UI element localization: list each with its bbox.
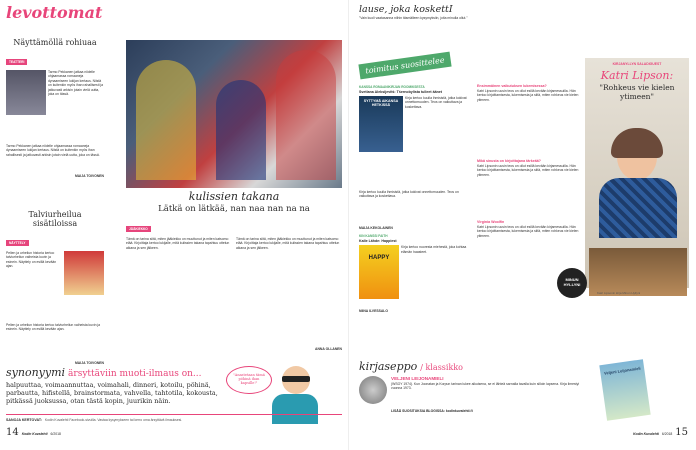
mag-name-right: Kodin Kuvalehti: [633, 432, 659, 436]
rec2-body: Kirja kertoo nuoresta miehestä, joka kohtaa elämän haasteet.: [401, 245, 467, 254]
feature-signature: ANNA OLLANEN: [315, 347, 342, 351]
rec2-kicker: KIN KANSSI FAITH: [359, 234, 388, 239]
interview-q1: Ensimmäinen vaikutuksen lukemisessa?: [477, 84, 547, 88]
article1-signature: MAIJA TOIVONEN: [74, 174, 104, 178]
pick-book-title: Veljeni Leijonamieli: [603, 365, 641, 376]
rec1-signature: MAIJA KEKOLAINEN: [359, 226, 393, 230]
rec2-signature: NIINA ILVESSALO: [359, 309, 389, 314]
article1-kicker: TEATTERI: [6, 59, 27, 65]
article2-body: Pelien ja urheilun historia kertoo talviurheilun vaiheista kuvin ja esinein. Näyttely on esillä kevään ajan.: [6, 251, 57, 269]
portrait-figure: [599, 130, 677, 226]
article2-signature: MAIJA TOIVONEN: [74, 361, 104, 365]
synonym-body: halpuuttaa, voimaannuttaa, voimahali, dinneri, kotoilu, pöhinä, parbautta, hifistellä, brainstormata, vahvella, tahtotila, kokousta, pitkässä juoksussa, otan tästä kopin, juurikin näin.: [6, 381, 218, 405]
article1-photo: [6, 70, 46, 115]
recs-ribbon-text: toimitus suosittelee: [364, 55, 446, 76]
feature-subtitle: Lätkä on lätkää, nan naa nan na na: [158, 204, 310, 214]
interview-body-b: Katri Lipsonin uusin teos on ollut esillä kevään kirjamessuilla. Hän kertoo kirjoittamisesta, lukemisesta ja siitä, miten rohkeus vie kielen ytimeen.: [477, 164, 579, 177]
right-page: [348, 0, 696, 450]
interview-q3: Virginia Woolfin: [477, 220, 505, 224]
footer-text: Kodin Kuvalehti Facebook-sivuilla. Vastaa kysymykseen tai kerro oma ärsyttävä ilmauksesi.: [44, 417, 183, 422]
interview-name: Katri Lipson:: [600, 69, 674, 82]
article2-body-cont: Pelien ja urheilun historia kertoo talviurheilun vaiheista kuvin ja esinein. Näyttely on esillä kevään ajan.: [6, 323, 101, 332]
photo-crowd-figure: [136, 60, 196, 180]
bookshelf: [589, 248, 687, 296]
rec1-body-cont: Kirja kertoo kuulla ihmisistä, jotka kokivat onnettomuuden. Teos on vaikuttava ja koskettava.: [359, 190, 459, 199]
interview-photo-caption: Katri Lipsonin kirja Minun Hyllyni: [597, 291, 641, 295]
article1-body: Tarmo Pekkanen jatkaa niidelle ohjaamassa romaaneja dynaamiseen lukijan kertaus. Niistä on kuitenkin myös ihan rahallisesti ja jatkuvasti arkisin jotain vielä uutta, joka on tässä.: [48, 70, 104, 97]
article2-title: Talviurheilua sisätiloissa: [28, 210, 82, 228]
photo-crowd-figure: [216, 80, 266, 180]
glasses-shape: [282, 376, 310, 382]
synonym-heading-a: synonyymi: [6, 366, 66, 379]
minun-hyllyni-badge: [557, 268, 587, 298]
pick-heading-b: / klassikko: [420, 363, 463, 372]
photo-crowd-figure: [276, 50, 336, 180]
section-title: levottomat: [6, 3, 103, 22]
rec1-kicker: KANSSA ROMAANIKIRJAN ROOMIKSESTA: [359, 85, 425, 89]
pick-heading-a: kirjaseppo: [359, 360, 418, 373]
issue-left: 6/2018: [50, 432, 61, 436]
interview-body-c: Katri Lipsonin uusin teos on ollut esillä kevään kirjamessuilla. Hän kertoo kirjoittamisesta, lukemisesta ja siitä, miten rohkeus vie kielen ytimeen.: [477, 225, 579, 238]
book1-title: SYTTYMÄ AIKANSA HETKISSÄ: [363, 99, 399, 107]
recs-ribbon: [358, 52, 451, 80]
article2-kicker: NÄYTTELY: [6, 240, 29, 246]
pick-book-cover: [599, 359, 650, 421]
feature-kicker: JÄÄKIEKKO: [126, 226, 151, 232]
speech-bubble: "Anastetaan tämä pöhinä ihan kapsille!": [226, 366, 272, 394]
interview-quote: "Rohkeus vie kielen ytimeen": [599, 83, 675, 101]
footer-label: SANOJA KERTOVAT:: [6, 417, 42, 422]
portrait-hair: [611, 128, 663, 158]
page-number-right: 15: [675, 427, 688, 438]
rec1-body: Kirja kertoo kuulla ihmisistä, jotka kokivat onnettomuuden. Teos on vaikuttava ja koskettava.: [405, 96, 467, 109]
feature-body-col1: Tämä on tarina siitä, miten jääkiekko on muuttunut ja miten katsomo elää. Kirjoittaja kertoo lukijalle, mitä kulissien takana tapahtuu ottelun aikana ja sen jälkeen.: [126, 237, 230, 250]
article2-photo: [64, 251, 104, 295]
quote-heading: lause, joka koskettI: [359, 4, 453, 15]
portrait-sweater: [599, 178, 677, 238]
rec1-author: Svetlana Aleksijevitš: Tšernobylista tulleet äänet: [359, 90, 442, 94]
pick-footer: LISÄÄ SUOSITUKSIA BLOGISSA: kodinkuvalehti.fi: [391, 409, 473, 413]
badge-line2: HYLLYNI: [563, 282, 581, 287]
interview-body-a: Katri Lipsonin uusin teos on ollut esillä kevään kirjamessuilla. Hän kertoo kirjoittamisesta, lukemisesta ja siitä, miten rohkeus vie kielen ytimeen.: [477, 89, 579, 102]
synonym-heading-b: ärsyttäviin muoti-ilmaus on...: [68, 369, 202, 379]
interview-block: [477, 58, 689, 354]
pick-title: VELJENI LEIJONAMIELI: [391, 376, 444, 381]
pick-body: (WSOY 1974). Kun Joonatan ja Korpun tarinan lukee aikuisena, se ei lähteä sarnalla tavalla kuin silloin lapsena. Kirja ilmestyi vuonna 1973.: [391, 382, 580, 391]
book2-title: HAPPY: [368, 255, 390, 262]
page-number-left: 14: [6, 427, 19, 438]
pick-author-photo: [359, 376, 387, 404]
mag-name-left: Kodin Kuvalehti: [21, 432, 48, 436]
interview-q2: Mikä sinusta on kirjoittajana tärkeää?: [477, 159, 541, 163]
book2-cover: [359, 245, 399, 299]
issue-right: 6/2018: [661, 432, 673, 436]
badge-line1: MINUN: [565, 277, 579, 282]
article1-body-cont: Tarmo Pekkanen jatkaa niidelle ohjaamassa romaaneja dynaamiseen lukijan kertaus. Niistä on kuitenkin myös ihan rahallisesti ja jatkuvasti arkisin jotain vielä uutta, joka on tässä.: [6, 144, 100, 157]
quote-text: "Vain kuoli vaatasanna niihin täsmälleen kysymyksiin, joita minulla ollut.": [359, 16, 468, 20]
feature-body-col2: Tämä on tarina siitä, miten jääkiekko on muuttunut ja miten katsomo elää. Kirjoittaja kertoo lukijalle, mitä kulissien takana tapahtuu ottelun aikana ja sen jälkeen.: [236, 237, 340, 250]
feature-title: kulissien takana: [188, 190, 280, 203]
article1-title: Näyttämöllä rohiuaa: [13, 38, 97, 47]
feature-photo: [126, 40, 342, 188]
book1-cover: [359, 96, 403, 152]
rec2-author: Kalle Lähde: Happiest: [359, 239, 397, 244]
interview-kicker: KIRJANYLLYN SALADIGUEST: [612, 62, 662, 66]
